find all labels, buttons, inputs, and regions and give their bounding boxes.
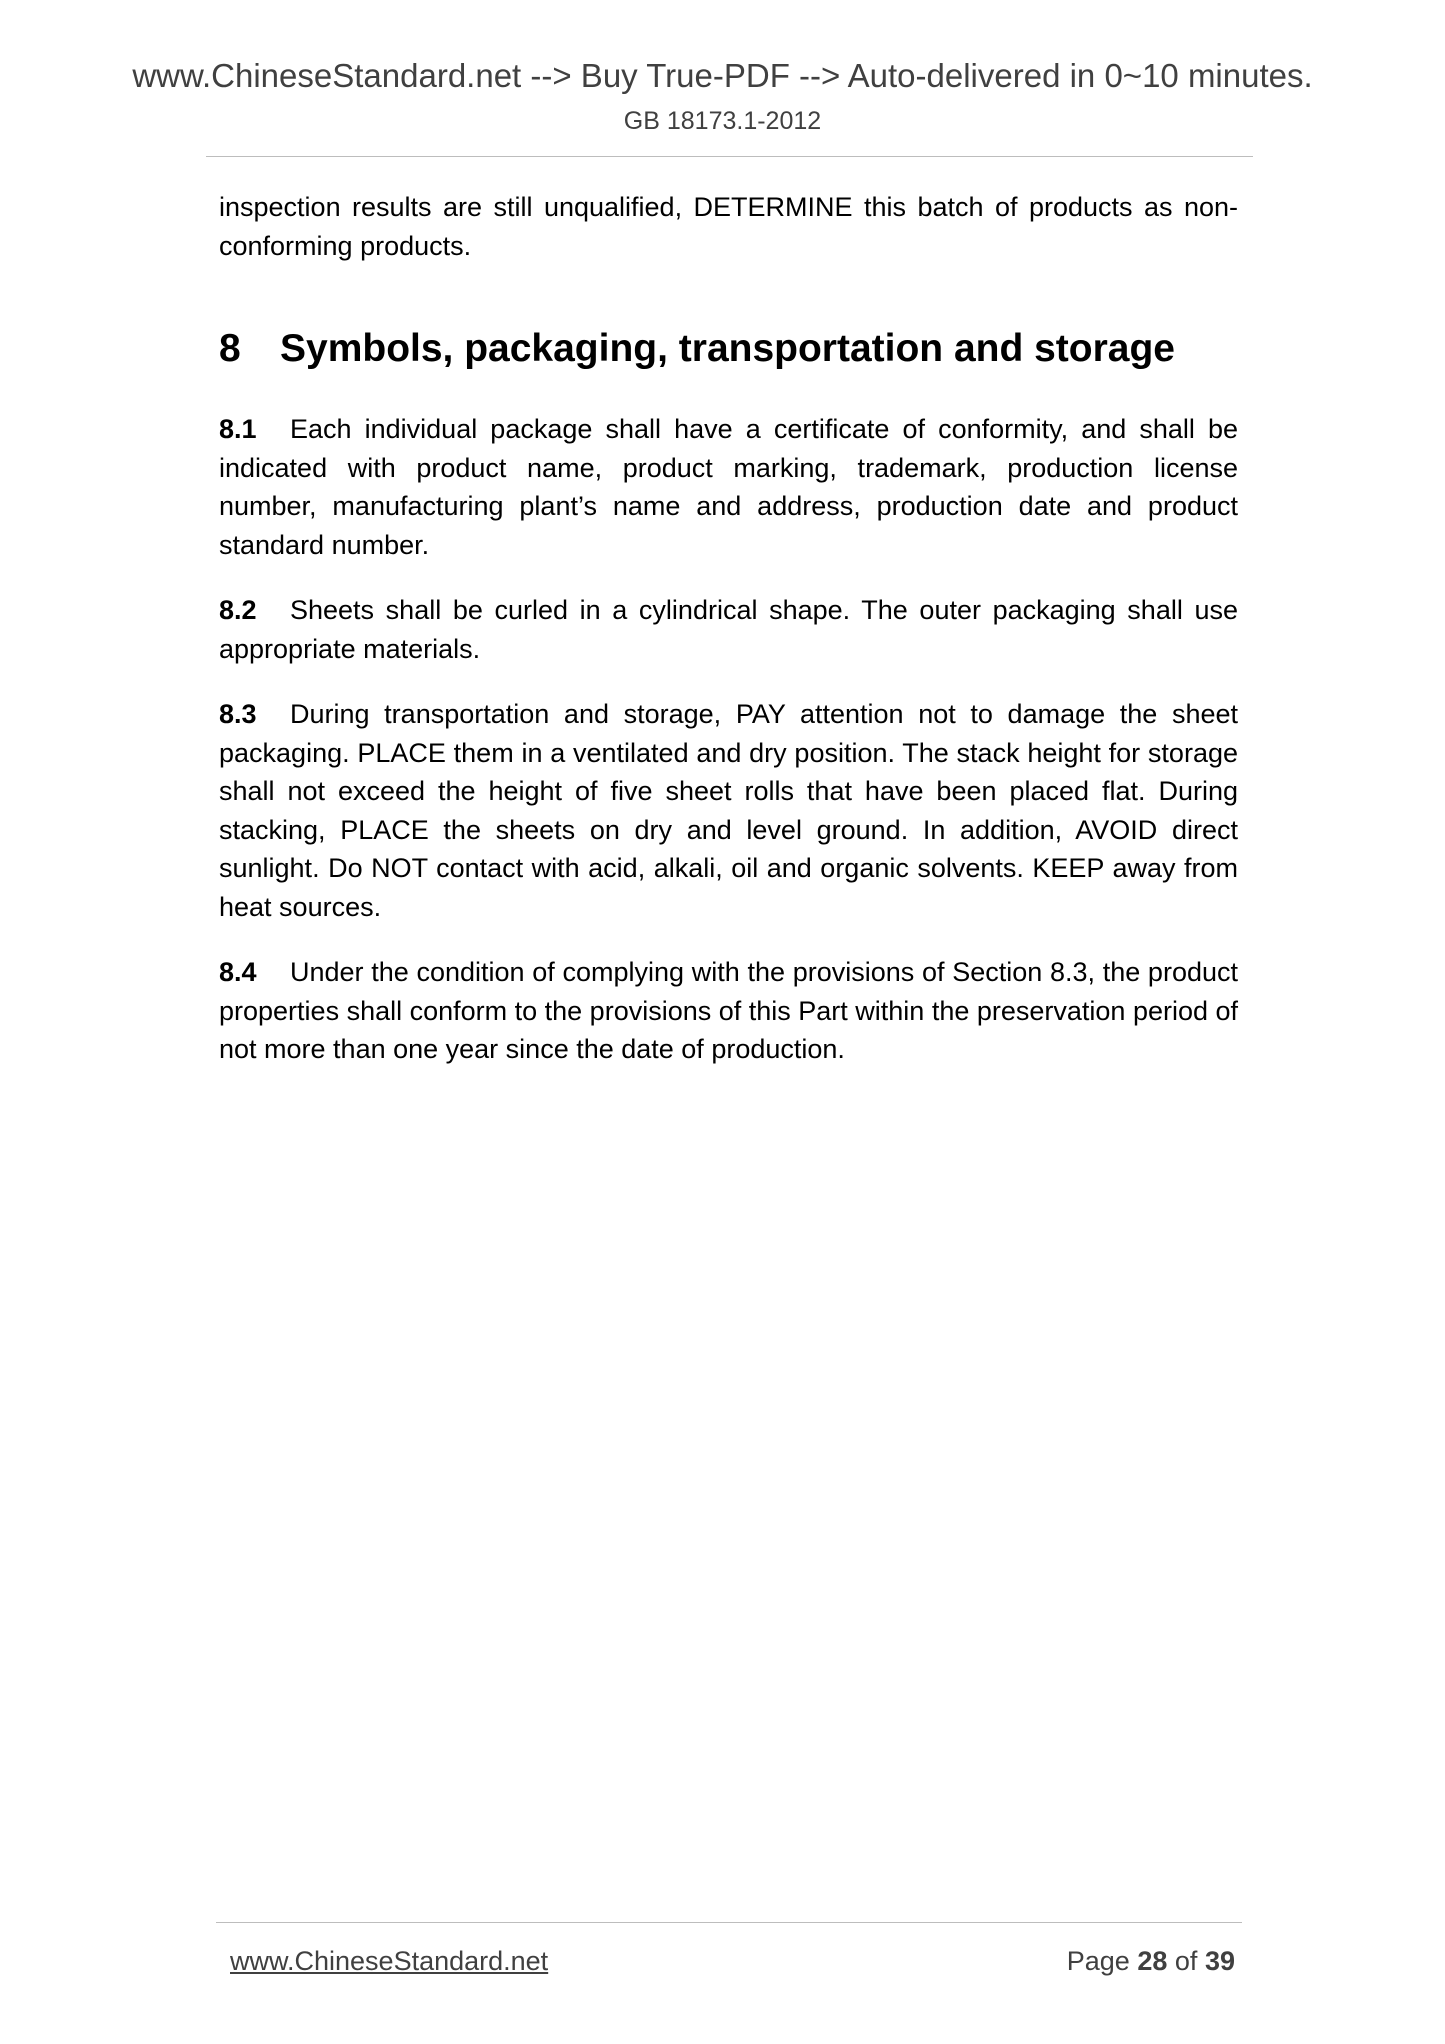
clause-8-2 [219,591,1238,668]
page-of-label: of [1174,1946,1198,1976]
section-heading [219,324,1238,374]
clause-8-4 [219,953,1238,1069]
clause-8-3 [219,695,1238,926]
clause-number: 8.1 [219,414,257,444]
section-number: 8 [219,327,241,370]
page-prefix: Page [1066,1946,1130,1976]
clause-text: Under the condition of complying with the provisions of Section 8.3, the product properties shall conform to the provisions of this Part within the preservation period of not more than one year since the date of production. [219,957,1239,1064]
clause-text: Each individual package shall have a certificate of conformity, and shall be indicated with product name, product marking, trademark, production license number, manufacturing plant’s name and address, production date and product standard number. [219,414,1238,560]
header-divider [206,156,1253,157]
clause-text: During transportation and storage, PAY attention not to damage the sheet packaging. PLACE them in a ventilated and dry position. The stack height for storage shall not exceed the height of five sheet rolls that have been placed flat. During stacking, PLACE the sheets on dry and level ground. In addition, AVOID direct sunlight. Do NOT contact with acid, alkali, oil and organic solvents. KEEP away from heat sources. [219,699,1238,922]
continuation-paragraph: inspection results are still unqualified, DETERMINE this batch of products as non-conforming products. [219,192,1238,261]
clause-text: Sheets shall be curled in a cylindrical shape. The outer packaging shall use appropriate materials. [219,595,1238,664]
footer-website-link[interactable]: www.ChineseStandard.net [230,1946,549,1976]
clause-number: 8.2 [219,595,257,625]
current-page-number: 28 [1137,1946,1168,1976]
clause-number: 8.4 [219,957,257,987]
clause-number: 8.3 [219,699,257,729]
footer-divider [216,1922,1242,1923]
document-number: GB 18173.1-2012 [623,107,822,135]
section-title: Symbols, packaging, transportation and storage [280,327,1176,370]
page-body [219,188,1238,1096]
total-page-count: 39 [1204,1946,1235,1976]
clause-8-1 [219,410,1238,564]
header-banner: www.ChineseStandard.net --> Buy True-PDF --> Auto-delivered in 0~10 minutes. [132,57,1313,94]
page-indicator [1067,1944,1235,1978]
